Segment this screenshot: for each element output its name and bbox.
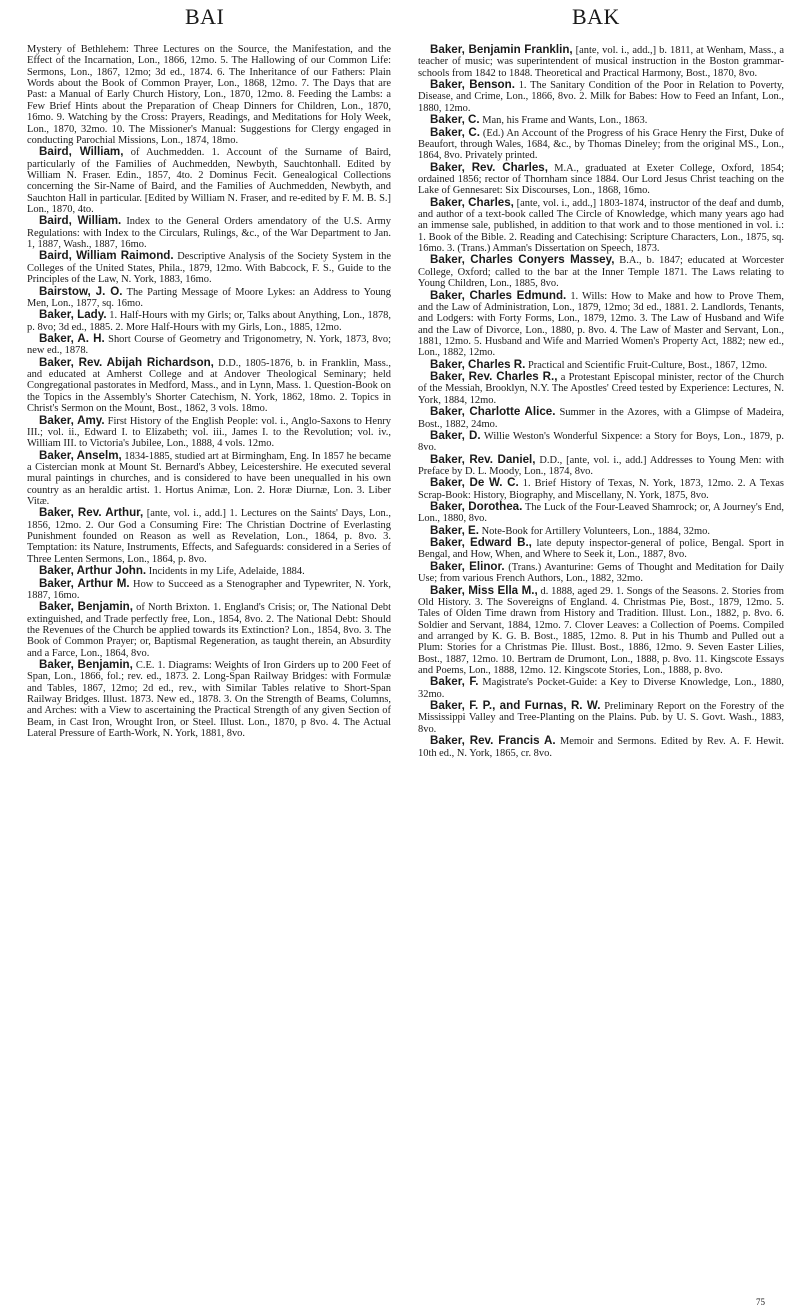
entry-text: Preliminary Report on the Forestry of the Mississippi Valley and Tree-Planting on the Plains. Pub. by U. S. Govt. Wash., 1883, 8vo.	[418, 701, 785, 735]
entry-heading: Baker, D.	[430, 428, 481, 442]
bibliography-entry	[27, 357, 391, 415]
bibliography-entry	[418, 735, 784, 759]
entry-text: of Auchmedden. 1. Account of the Surname of Baird, particularly of the Families of Auchmedden, Newbyth, Sauchtonhall. Edited by William N. Fraser. Edin., 1857, 4to. 2 Dominus Fecit. Genealogical Collections concerning the Sir-Name of Baird, and the Families of Auchmedden, Newbyth, and Sauchton Hall in particular. [Edited by William N. Fraser, and re-edited by F. M. B. S.] Lon., 1870, 4to.	[27, 147, 391, 216]
entry-text: 1834-1885, studied art at Birmingham, Eng. In 1857 he became a Cistercian monk at Mount St. Bernard's Abbey, Leicestershire. He executed several mural paintings in churches, and is considered to have been unequalled in his own country as an heraldic artist. 1. Hortus Animæ, Lon. 2. Horæ Diurnæ, Lon. 3. Liber Vitæ.	[27, 450, 391, 508]
entry-text: of North Brixton. 1. England's Crisis; or, The National Debt extinguished, and Trade perfectly free, Lon., 1854, 8vo. 2. The National Debt: Should the Revenues of the Church be applied towards its Extinction? Lon., 1854, 8vo. 3. The Book of Common Prayer; or, Baptismal Regeneration, as taught therein, an Absurdity and a Farce, Lon., 1864, 8vo.	[27, 602, 392, 659]
bibliography-entry	[418, 371, 784, 406]
entry-text: Magistrate's Pocket-Guide: a Key to Diverse Knowledge, Lon., 1880, 32mo.	[418, 677, 784, 700]
running-header	[0, 4, 800, 34]
entry-heading: Baker, Benson.	[430, 78, 515, 92]
bibliography-entry	[27, 309, 391, 333]
entry-text: Man, his Frame and Wants, Lon., 1863.	[479, 115, 648, 127]
entry-heading: Baker, Rev. Charles,	[430, 160, 548, 174]
entry-text: 1. Wills: How to Make and how to Prove Them, and the Law of Administration, Lon., 1879, 12mo; 3d ed., 1881. 2. Landlords, Tenants, and Lodgers: with Forty Forms, Lon., 1879, 12mo. 3. The Law of Husband and Wife and the Law of Divorce, Lon., 1880, p. 8vo. 4. The Law of Master and Servant, Lon., 1881, 12mo. 5. Husband and Wife and Married Women's Property Act, 1882; new ed., Lon., 1882, 12mo.	[418, 290, 784, 359]
bibliography-entry	[418, 290, 784, 359]
entry-text: The Parting Message of Moore Lykes: an Address to Young Men, Lon., 1877, sq. 16mo.	[27, 286, 391, 309]
entry-heading: Baker, C.	[430, 125, 480, 139]
entry-heading: Baker, Charles Conyers Massey,	[430, 253, 615, 267]
bibliography-entry	[27, 215, 391, 250]
entry-text: How to Succeed as a Stenographer and Typewriter, N. York, 1887, 16mo.	[27, 578, 391, 601]
bibliography-entry	[27, 659, 391, 740]
header-right: BAK	[572, 4, 620, 29]
entry-heading: Baker, Elinor.	[430, 559, 505, 573]
entry-text: First History of the English People: vol. i., Anglo-Saxons to Henry III.; vol. ii., Edward I. to Elizabeth; vol. iii., James I. to the Revolution; vol. iv., William III. to Victoria's Jubilee, Lon., 1888, 4 vols. 12mo.	[27, 415, 391, 450]
bibliography-entry	[27, 578, 391, 602]
bibliography-entry	[27, 601, 391, 659]
bibliography-entry	[27, 286, 391, 310]
entry-heading: Baker, Rev. Abijah Richardson,	[39, 355, 214, 369]
bibliography-entry	[27, 333, 391, 357]
entry-heading: Baker, Rev. Arthur,	[39, 506, 144, 520]
bibliography-entry	[418, 127, 784, 162]
entry-text: Memoir and Sermons. Edited by Rev. A. F. Hewit. 10th ed., N. York, 1865, cr. 8vo.	[418, 736, 784, 759]
entry-heading: Baird, William Raimond.	[39, 249, 174, 263]
entry-heading: Baker, Miss Ella M.,	[430, 583, 538, 597]
entry-text: M.A., graduated at Exeter College, Oxford, 1854; ordained 1856; rector of Thornham since 1884. Our Lord Jesus Christ teaching on the Lake of Gennesaret: Six Discourses, Lon., 1868, 16mo.	[418, 162, 784, 197]
bibliography-entry	[418, 501, 784, 525]
entry-text: 1. Brief History of Texas, N. York, 1873, 12mo. 2. A Texas Scrap-Book: History, Biography, and Miscellany, N. York, 1875, 8vo.	[418, 478, 784, 501]
entry-heading: Baker, F.	[430, 675, 479, 689]
entry-text: C.E. 1. Diagrams: Weights of Iron Girders up to 200 Feet of Span, Lon., 1866, fol.; rev. ed., 1873. 2. Long-Span Railway Bridges: with Formulæ and Tables, 1867, 12mo; 2d ed., rev., with Similar Tables relative to Short-Span Railway Bridges. Illust. 1873. New ed., 1878. 3. On the Strength of Beams, Columns, and Arches: with a View to ascertaining the Practical Strength of any given Section of Beam, in Cast Iron, Wrought Iron, or Steel. Illust. Lon., 1870, p 8vo. 4. The Actual Lateral Pressure of Earth-Work, N. York, 1881, 8vo.	[27, 660, 392, 740]
entry-heading: Baker, Rev. Francis A.	[430, 734, 556, 748]
bibliography-entry	[418, 430, 784, 454]
entry-text: 1. Half-Hours with my Girls; or, Talks about Anything, Lon., 1878, p. 8vo; 3d ed., 1885. 2. More Half-Hours with my Girls, Lon., 1885, 12mo.	[27, 310, 391, 333]
entry-text: Willie Weston's Wonderful Sixpence: a Story for Boys, Lon., 1879, p. 8vo.	[418, 430, 784, 454]
entry-heading: Baker, C.	[430, 113, 480, 127]
bibliography-entry	[27, 450, 391, 508]
entry-text: Note-Book for Artillery Volunteers, Lon., 1884, 32mo.	[478, 525, 710, 537]
bibliography-entry	[27, 250, 391, 285]
entry-text: Mystery of Bethlehem: Three Lectures on the Source, the Manifestation, and the Effect of the Incarnation, Lon., 1866, 12mo. 5. The Hallowing of our Common Life: Sermons, Lon., 1867, 12mo; 3d ed., 1874. 6. The Inheritance of our Fathers: Plain Words about the Book of Common Prayer, Lon., 1868, 12mo. 7. The Days that are Past: a Manual of Early Church History, Lon., 1870, 12mo. 8. Feeding the Lambs: a Few Brief Hints about the Preparation of Cheap Dinners for Children, Lon., 1870, 16mo. 9. Watching by the Cross: Prayers, Readings, and Meditations for Holy Week, Lon., 1870, 32mo. 10. The Missioner's Manual: Suggestions for Clergy engaged in conducting Parochial Missions, Lon., 1874, 18mo.	[27, 44, 391, 146]
entry-text: (Trans.) Avanturine: Gems of Thought and Meditation for Daily Use; from various French Authors, Lon., 1882, 32mo.	[418, 561, 784, 585]
entry-text: [ante, vol. i., add.,] b. 1811, at Wenham, Mass., a teacher of music; was superintendent of musical instruction in the Boston grammar-schools from 1842 to 1848. Theoretical and Practical Harmony, Bost., 1870, 8vo.	[418, 45, 784, 79]
bibliography-entry	[418, 454, 784, 478]
entry-text: Incidents in my Life, Adelaide, 1884.	[146, 566, 305, 578]
entry-heading: Baker, Charles R.	[430, 357, 526, 371]
bibliography-entry	[418, 406, 784, 430]
entry-heading: Baird, William,	[39, 145, 124, 159]
entry-heading: Baker, F. P., and Furnas, R. W.	[430, 699, 601, 713]
entry-text: D.D., 1805-1876, b. in Franklin, Mass., and educated at Amherst College and at Andover Theological Seminary; held Congregational pastorates in Medford, Mass., and in Lynn, Mass. 1. Question-Book on the Topics in the Assembly's Shorter Catechism, N. York, 1862, 18mo. 2. Topics in Christ's Sermon on the Mount, Bost., 1862, 3 vols. 18mo.	[27, 357, 391, 415]
entry-text: Summer in the Azores, with a Glimpse of Madeira, Bost., 1882, 24mo.	[418, 407, 785, 430]
entry-text: [ante, vol. i., add.] 1. Lectures on the Saints' Days, Lon., 1856, 12mo. 2. Our God a Consuming Fire: The Christian Doctrine of Everlasting Punishment founded on Reason as well as Revelation, Lon., 1864, p. 8vo. 3. Temptation: its Nature, Instruments, Effects, and Safeguards: considered in a Series of Three Lenten Sermons, Lon., 1864, p. 8vo.	[27, 508, 391, 565]
entry-text: Short Course of Geometry and Trigonometry, N. York, 1873, 8vo; new ed., 1878.	[27, 333, 391, 357]
entry-text: D.D., [ante, vol. i., add.] Addresses to Young Men: with Preface by D. L. Moody, Lon., 1874, 8vo.	[418, 454, 784, 477]
entry-heading: Baker, Benjamin,	[39, 600, 133, 614]
entry-text: The Luck of the Four-Leaved Shamrock; or, A Journey's End, Lon., 1880, 8vo.	[418, 502, 784, 525]
entry-text: 1. The Sanitary Condition of the Poor in Relation to Poverty, Disease, and Crime, Lon., 1866, 8vo. 2. Milk for Babes: How to Feed an Infant, Lon., 1880, 12mo.	[418, 80, 785, 114]
entry-heading: Baker, Lady.	[39, 308, 107, 322]
bibliography-entry	[418, 79, 784, 114]
bibliography-entry	[27, 146, 391, 215]
entry-heading: Baker, Charles,	[430, 195, 514, 209]
entry-heading: Baker, Anselm,	[39, 448, 122, 462]
entry-heading: Baker, A. H.	[39, 331, 105, 345]
bibliography-entry	[418, 254, 784, 289]
bibliography-entry	[27, 44, 391, 146]
entry-heading: Baker, Arthur M.	[39, 576, 130, 590]
entry-text: Practical and Scientific Fruit-Culture, Bost., 1867, 12mo.	[525, 359, 768, 371]
entry-heading: Baker, Arthur John.	[39, 564, 147, 578]
bibliography-entry	[418, 585, 784, 677]
bibliography-entry	[418, 537, 784, 561]
entry-text: d. 1888, aged 29. 1. Songs of the Seasons. 2. Stories from Old History. 3. The Sovereigns of England. 4. Christmas Pie, Bost., 1879, 12mo. 5. Tales of Olden Time drawn from History and Tradition. Illust. Lon., 1882, p. 8vo. 6. Soldier and Servant, 1884, 12mo. 7. Clover Leaves: a Collection of Poems. Compiled and arranged by K. G. B. Bost., 1885, 12mo. 8. Put in his Thumb and Pulled out a Plum: Stories for a Christmas Pie. Illust. Bost., 1886, 12mo. 9. Seven Easter Lilies, Bost., 1887, 12mo. 10. Bertram de Drumont, Lon., 1888, p. 8vo. 11. Kingscote Essays and Poems, Lon., 1888, 12mo. 12. Kingscote Stories, Lon., 1888, p. 8vo.	[418, 585, 784, 677]
bibliography-entry	[27, 507, 391, 565]
entry-heading: Baker, Charlotte Alice.	[430, 405, 556, 419]
bibliography-entry	[418, 162, 784, 197]
bibliography-entry	[418, 676, 784, 700]
header-left: BAI	[185, 4, 225, 29]
entry-text: Descriptive Analysis of the Society System in the Colleges of the United States, Phila., 1879, 12mo. With Babcock, F. S., Guide to the Principles of the Law, N. York, 1883, 16mo.	[27, 251, 391, 286]
page-number: 75	[756, 1297, 765, 1307]
entry-heading: Baker, Amy.	[39, 413, 105, 427]
entry-heading: Baker, Rev. Charles R.,	[430, 370, 558, 384]
entry-heading: Bairstow, J. O.	[39, 284, 123, 298]
entry-heading: Baker, Dorothea.	[430, 500, 523, 514]
bibliography-entry	[418, 561, 784, 585]
entry-heading: Baker, Rev. Daniel,	[430, 452, 536, 466]
entry-heading: Baird, William.	[39, 214, 122, 228]
entry-text: (Ed.) An Account of the Progress of his Grace Henry the First, Duke of Beaufort, through Wales, 1684, &c., by Thomas Dineley; from the original MS., Lon., 1864, 8vo. Privately printed.	[418, 127, 784, 162]
bibliography-entry	[27, 415, 391, 450]
entry-text: a Protestant Episcopal minister, rector of the Church of the Messiah, Brooklyn, N.Y. The Apostles' Creed tested by Experience: Lectures, N. York, 1884, 12mo.	[418, 372, 784, 406]
entry-text: B.A., b. 1847; educated at Worcester College, Oxford; called to the bar at the Inner Temple 1871. The Laws relating to Young Children, Lon., 1885, 8vo.	[418, 255, 785, 290]
entry-heading: Baker, De W. C.	[430, 476, 519, 490]
entry-text: [ante, vol. i., add.,] 1803-1874, instructor of the deaf and dumb, and author of a text-book called The Circle of Knowledge, which many years ago had an immense sale, published, in addition to that work and to those mentioned in vol. i.: 1. Book of the Bible. 2. Reading and Catechising: Scripture Characters, Lon., 1875, sq. 16mo. 3. (Trans.) Amman's Dissertation on Speech, 1873.	[418, 197, 784, 255]
entry-heading: Baker, Benjamin,	[39, 658, 133, 672]
bibliography-entry	[418, 700, 784, 735]
bibliography-entry	[418, 44, 784, 79]
right-column	[418, 44, 784, 759]
entry-heading: Baker, Charles Edmund.	[430, 288, 567, 302]
bibliography-entry	[418, 477, 784, 501]
left-column	[27, 44, 391, 740]
entry-text: late deputy inspector-general of police, Bengal. Sport in Bengal, and How, When, and Where to Seek it, Lon., 1887, 8vo.	[418, 538, 784, 561]
bibliography-entry	[418, 197, 784, 255]
entry-heading: Baker, E.	[430, 523, 479, 537]
entry-heading: Baker, Edward B.,	[430, 536, 532, 550]
entry-text: Index to the General Orders amendatory of the U.S. Army Regulations: with Index to the Circulars, Rulings, &c., of the War Department to Jan. 1, 1887, Wash., 1887, 16mo.	[27, 216, 392, 251]
entry-heading: Baker, Benjamin Franklin,	[430, 43, 573, 56]
